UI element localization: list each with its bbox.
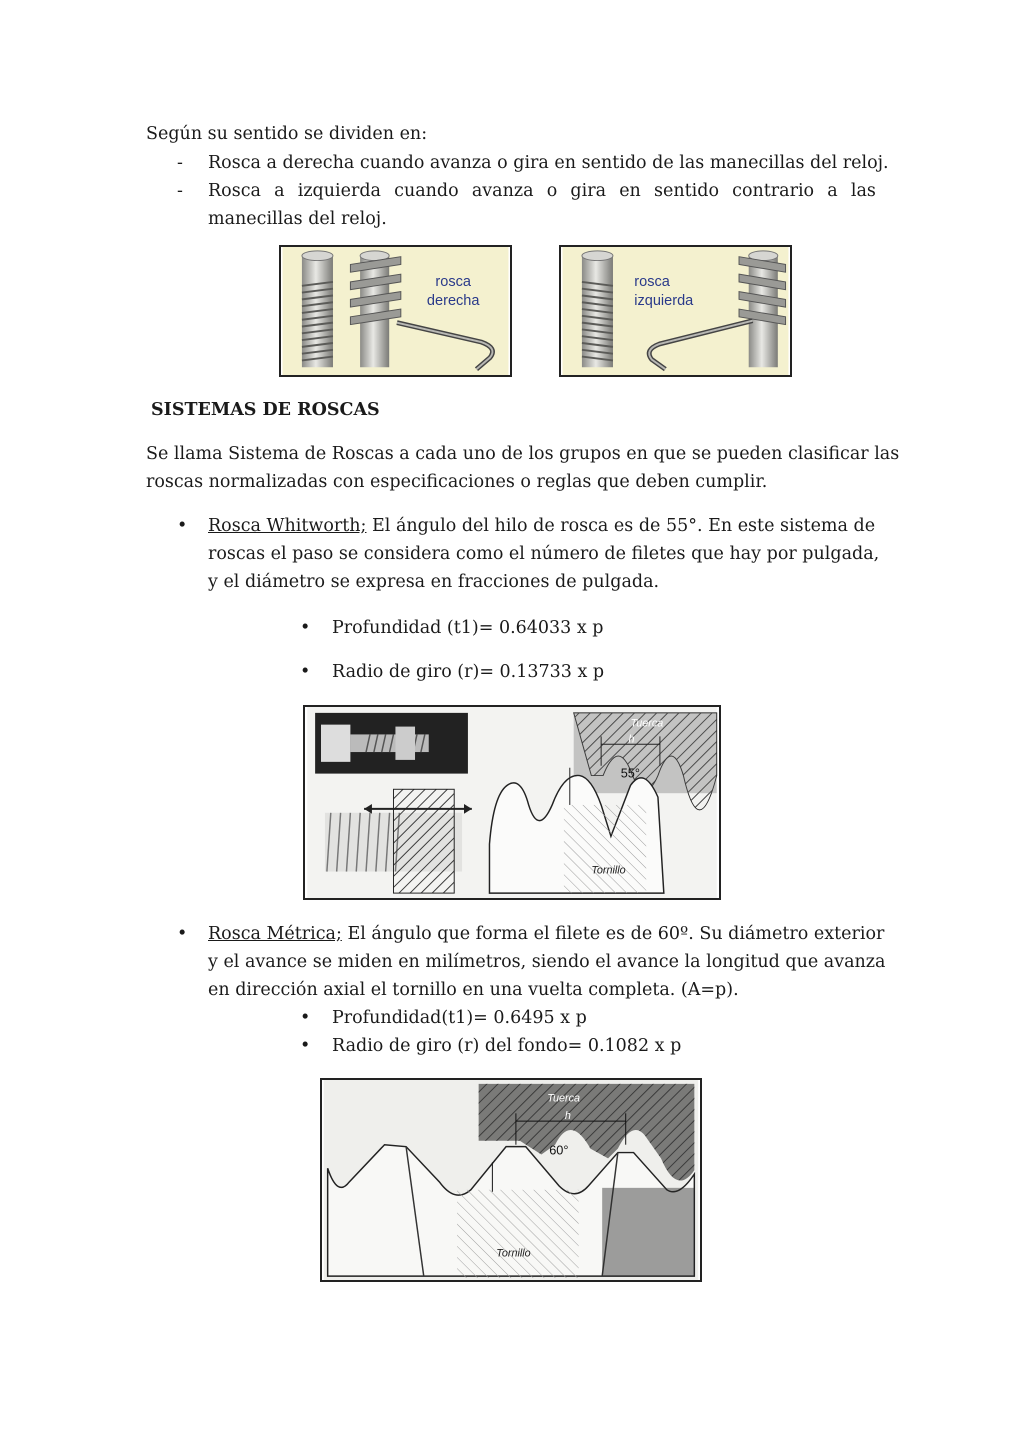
figure-rosca-izquierda	[559, 245, 792, 377]
bolt-label: Tornillo	[496, 1247, 531, 1260]
list-item-left-line2: manecillas del reloj.	[208, 209, 387, 229]
angle-label: 55°	[620, 765, 640, 781]
word: las	[850, 181, 876, 201]
word: gira	[570, 181, 607, 201]
label-line2: derecha	[426, 293, 480, 310]
whitworth-line1	[208, 514, 875, 538]
word: Rosca	[208, 181, 261, 201]
intro-text: Según su sentido se dividen en:	[146, 124, 428, 144]
figure-rosca-derecha	[279, 245, 512, 377]
label-line2: izquierda	[634, 293, 694, 310]
whitworth-name: Rosca Whitworth;	[208, 516, 367, 536]
definition-line2: roscas normalizadas con especificaciones o reglas que deben cumplir.	[146, 472, 768, 492]
word: contrario	[732, 181, 815, 201]
angle-label: 60°	[549, 1142, 569, 1158]
rosca-derecha-illustration	[281, 247, 510, 375]
figure-whitworth	[303, 705, 721, 900]
list-bullet: -	[177, 153, 183, 173]
whitworth-line2: roscas el paso se considera como el número de filetes que hay por pulgada,	[208, 544, 880, 564]
nut-label: Tuerca	[630, 717, 664, 730]
list-item-left-line1	[208, 179, 876, 203]
section-title: SISTEMAS DE ROSCAS	[151, 400, 380, 420]
bullet: •	[300, 1008, 311, 1028]
bullet: •	[177, 924, 188, 944]
word: a	[827, 181, 838, 201]
nut-label: Tuerca	[547, 1092, 580, 1105]
metrica-formula-radius: Radio de giro (r) del fondo= 0.1082 x p	[332, 1036, 682, 1056]
label-line1: rosca	[435, 273, 471, 290]
word: izquierda	[297, 181, 381, 201]
pitch-label: h	[564, 1110, 571, 1123]
whitworth-thread-diagram	[305, 707, 719, 898]
label-line1: rosca	[634, 273, 670, 290]
whitworth-formula-radius: Radio de giro (r)= 0.13733 x p	[332, 662, 605, 682]
metrica-line1	[208, 922, 884, 946]
figure-metrica	[320, 1078, 702, 1282]
whitworth-line3: y el diámetro se expresa en fracciones de pulgada.	[208, 572, 660, 592]
word: avanza	[471, 181, 534, 201]
list-item-right: Rosca a derecha cuando avanza o gira en sentido de las manecillas del reloj.	[208, 153, 889, 173]
metrica-desc: El ángulo que forma el filete es de 60º. Su diámetro exterior	[341, 924, 885, 944]
whitworth-formula-depth: Profundidad (t1)= 0.64033 x p	[332, 618, 604, 638]
pitch-label: h	[628, 733, 635, 746]
word: en	[619, 181, 641, 201]
word: cuando	[394, 181, 459, 201]
bullet: •	[300, 662, 311, 682]
metrica-line3: en dirección axial el tornillo en una vuelta completa. (A=p).	[208, 980, 739, 1000]
list-bullet: -	[177, 181, 183, 201]
metrica-formula-depth: Profundidad(t1)= 0.6495 x p	[332, 1008, 587, 1028]
bolt-label: Tornillo	[591, 864, 626, 877]
metrica-name: Rosca Métrica;	[208, 924, 342, 944]
whitworth-desc: El ángulo del hilo de rosca es de 55°. En este sistema de	[366, 516, 876, 536]
bullet: •	[177, 516, 188, 536]
word: sentido	[654, 181, 719, 201]
definition-line1: Se llama Sistema de Roscas a cada uno de los grupos en que se pueden clasificar las	[146, 444, 900, 464]
rosca-izquierda-illustration	[561, 247, 790, 375]
bullet: •	[300, 1036, 311, 1056]
metric-thread-diagram	[322, 1080, 700, 1280]
word: o	[546, 181, 558, 201]
word: a	[274, 181, 285, 201]
bullet: •	[300, 618, 311, 638]
metrica-line2: y el avance se miden en milímetros, siendo el avance la longitud que avanza	[208, 952, 886, 972]
